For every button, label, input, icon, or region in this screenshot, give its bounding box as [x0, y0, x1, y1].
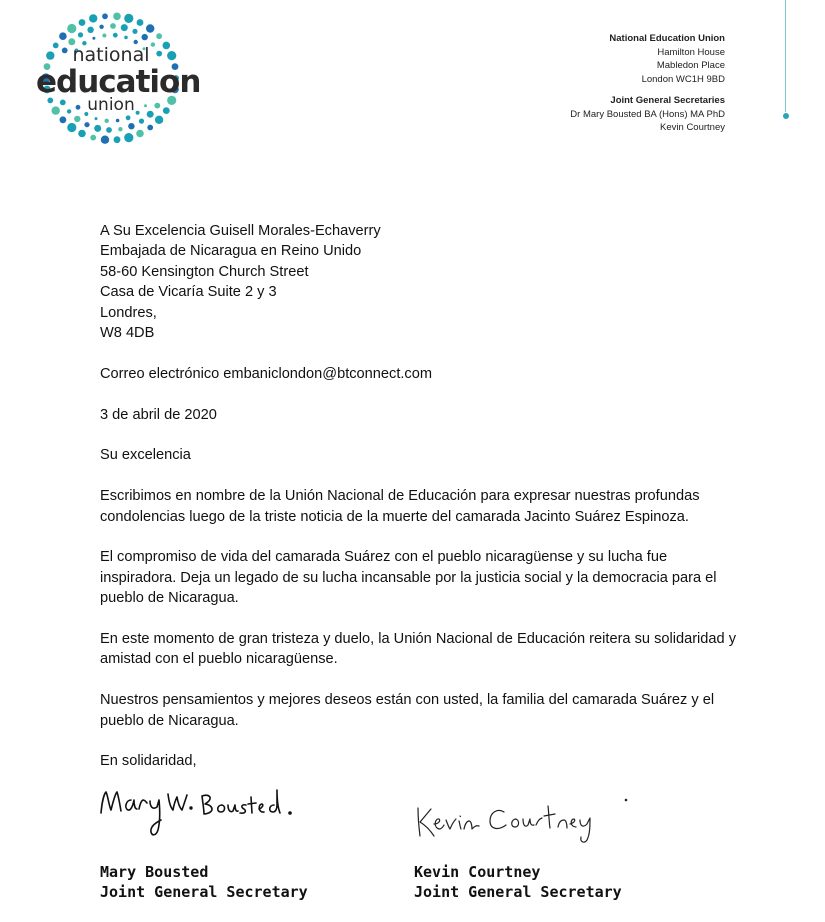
- signatory-title: Joint General Secretary: [414, 883, 622, 901]
- signatory-title: Joint General Secretary: [100, 883, 308, 901]
- secretary-name: Dr Mary Bousted BA (Hons) MA PhD: [570, 108, 725, 120]
- org-name: National Education Union: [609, 33, 725, 44]
- logo-dot: [99, 25, 103, 29]
- logo-dot: [78, 130, 86, 138]
- logo-dot: [67, 24, 76, 33]
- logo-dot: [113, 33, 118, 38]
- logo-dot: [113, 13, 121, 21]
- logo-word-union: union: [87, 95, 135, 115]
- logo-dot: [78, 32, 83, 37]
- neu-logo: [36, 8, 201, 148]
- body-paragraph: Nuestros pensamientos y mejores deseos están con usted, la familia del camarada Suárez y el pueblo de Nicaragua.: [100, 692, 715, 729]
- signatory-name: Kevin Courtney: [414, 863, 541, 881]
- logo-dot: [110, 23, 116, 29]
- address-line: Hamilton House: [657, 46, 725, 58]
- signatory-block-courtney: [414, 862, 622, 902]
- logo-dot: [136, 130, 144, 138]
- logo-dot: [114, 136, 121, 143]
- logo-dot: [155, 116, 163, 124]
- logo-dot: [124, 133, 133, 142]
- logo-dot: [89, 14, 97, 22]
- logo-dot: [84, 122, 89, 127]
- body-paragraph: Escribimos en nombre de la Unión Nacional de Educación para expresar nuestras profundas condolencias luego de la triste noticia de la muerte del camarada Jacinto Suárez Espinoza.: [100, 488, 700, 525]
- logo-dot: [95, 117, 98, 120]
- logo-dot: [79, 19, 86, 26]
- address-line: Mabledon Place: [656, 60, 725, 71]
- signature-mary-bousted: [98, 780, 298, 840]
- header-divider-line: [785, 0, 786, 112]
- recipient-line: Embajada de Nicaragua en Reino Unido: [100, 243, 362, 260]
- logo-dot: [139, 119, 144, 124]
- logo-dot: [137, 19, 144, 26]
- logo-dot: [147, 125, 153, 131]
- logo-dot: [118, 127, 122, 131]
- recipient-line: A Su Excelencia Guisell Morales-Echaverry: [100, 223, 381, 239]
- logo-dot: [74, 116, 80, 122]
- salutation: Su excelencia: [100, 447, 191, 464]
- recipient-line: Casa de Vicaría Suite 2 y 3: [100, 284, 277, 301]
- logo-dot: [94, 125, 101, 132]
- logo-dot: [132, 29, 137, 34]
- logo-dot: [142, 34, 148, 40]
- closing: En solidaridad,: [100, 753, 197, 770]
- logo-word-national: national: [72, 44, 150, 66]
- recipient-line: W8 4DB: [100, 325, 155, 342]
- logo-dot: [146, 24, 154, 32]
- logo-dot: [105, 119, 109, 123]
- logo-dot: [59, 32, 67, 40]
- logo-dot: [128, 123, 134, 129]
- logo-dot: [102, 34, 106, 38]
- logo-dot: [67, 123, 76, 132]
- recipient-address: [100, 221, 740, 343]
- logo-dot: [121, 24, 128, 31]
- logo-dot: [156, 33, 162, 39]
- signature-kevin-courtney: [412, 794, 642, 844]
- recipient-line: 58-60 Kensington Church Street: [100, 263, 309, 280]
- logo-dot: [116, 119, 120, 123]
- email-line: Correo electrónico embaniclondon@btconnect.com: [100, 365, 433, 382]
- logo-word-education: education: [36, 64, 201, 100]
- logo-dot: [102, 13, 108, 19]
- body-paragraph: En este momento de gran tristeza y duelo, la Unión Nacional de Educación reitera su solidaridad y amistad con el pueblo nicaragüense.: [100, 631, 736, 668]
- letterhead-address: [570, 32, 725, 135]
- letter-date: 3 de abril de 2020: [100, 406, 217, 423]
- secretary-name: Kevin Courtney: [660, 122, 725, 133]
- logo-dot: [106, 127, 112, 133]
- body-paragraph: El compromiso de vida del camarada Suárez con el pueblo nicaragüense y su lucha fue inspiradora. Deja un legado de su lucha incansable por la justicia social y la democracia para el pueblo de Nicaragua.: [100, 549, 717, 607]
- logo-dot: [90, 135, 96, 141]
- signatory-name: Mary Bousted: [100, 863, 209, 881]
- logo-dot: [101, 136, 109, 144]
- logo-dot: [92, 37, 95, 40]
- logo-dot: [126, 115, 131, 120]
- address-line: London WC1H 9BD: [641, 73, 725, 85]
- header-divider-dot: [783, 113, 789, 119]
- signatory-block-bousted: [100, 862, 308, 902]
- logo-dot: [87, 27, 93, 33]
- secretaries-title: Joint General Secretaries: [610, 95, 725, 106]
- recipient-line: Londres,: [100, 304, 157, 321]
- logo-dot: [60, 116, 67, 123]
- logo-dot: [124, 14, 133, 23]
- letter-body: [100, 221, 740, 792]
- logo-dot: [124, 36, 128, 40]
